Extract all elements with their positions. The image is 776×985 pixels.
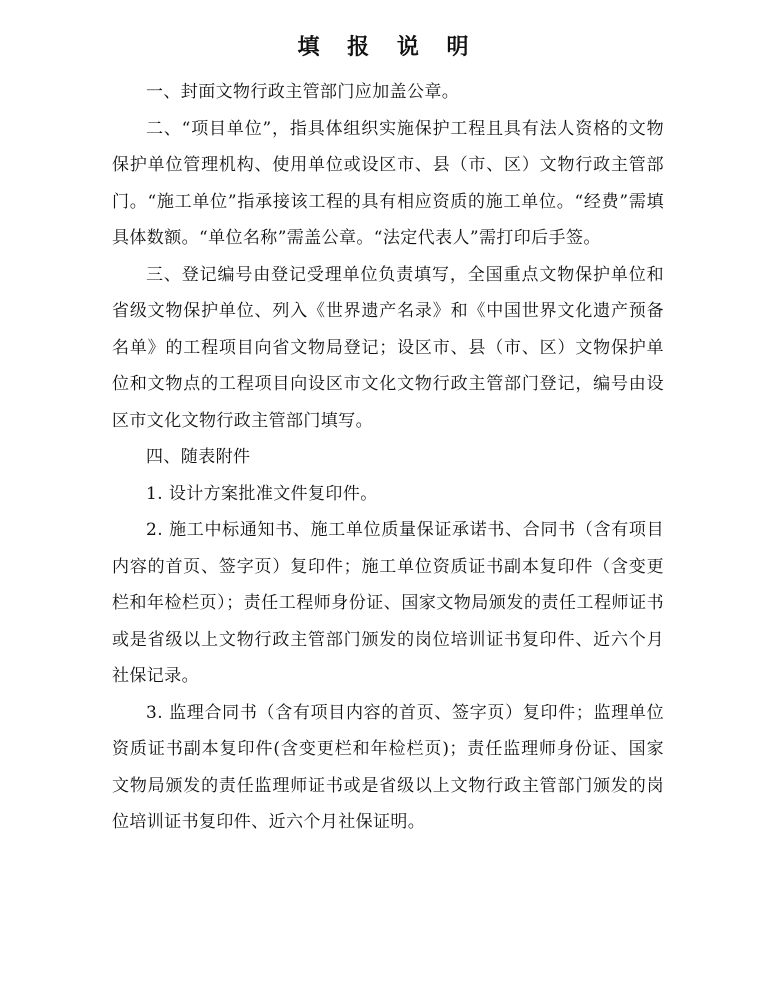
attachment-item-3: 3. 监理合同书（含有项目内容的首页、签字页）复印件；监理单位资质证书副本复印件(含变更栏和年检栏页)；责任监理师身份证、国家文物局颁发的责任监理师证书或是省级以上文物行政主管部门颁发的岗位培训证书复印件、近六个月社保证明。 bbox=[112, 702, 664, 832]
instruction-item-4-heading: 四、随表附件 bbox=[146, 447, 251, 467]
instruction-item-3: 三、登记编号由登记受理单位负责填写，全国重点文物保护单位和省级文物保护单位、列入《世界遗产名录》和《中国世界文化遗产预备名单》的工程项目向省文物局登记；设区市、县（市、区）文物保护单位和文物点的工程项目向设区市文化文物行政主管部门登记，编号由设区市文化文物行政主管部门填写。 bbox=[112, 264, 664, 431]
attachment-item-2: 2. 施工中标通知书、施工单位质量保证承诺书、合同书（含有项目内容的首页、签字页）复印件；施工单位资质证书副本复印件（含变更栏和年检栏页）；责任工程师身份证、国家文物局颁发的责任工程师证书或是省级以上文物行政主管部门颁发的岗位培训证书复印件、近六个月社保记录。 bbox=[112, 520, 664, 686]
instruction-item-2: 二、“项目单位”，指具体组织实施保护工程且具有法人资格的文物保护单位管理机构、使用单位或设区市、县（市、区）文物行政主管部门。“施工单位”指承接该工程的具有相应资质的施工单位。“经费”需填具体数额。“单位名称”需盖公章。“法定代表人”需打印后手签。 bbox=[112, 118, 664, 248]
instructions-body bbox=[112, 74, 664, 841]
page-title: 填 报 说 明 bbox=[297, 35, 479, 60]
attachment-item-1: 1. 设计方案批准文件复印件。 bbox=[146, 483, 378, 504]
instruction-item-1: 一、封面文物行政主管部门应加盖公章。 bbox=[146, 82, 460, 102]
